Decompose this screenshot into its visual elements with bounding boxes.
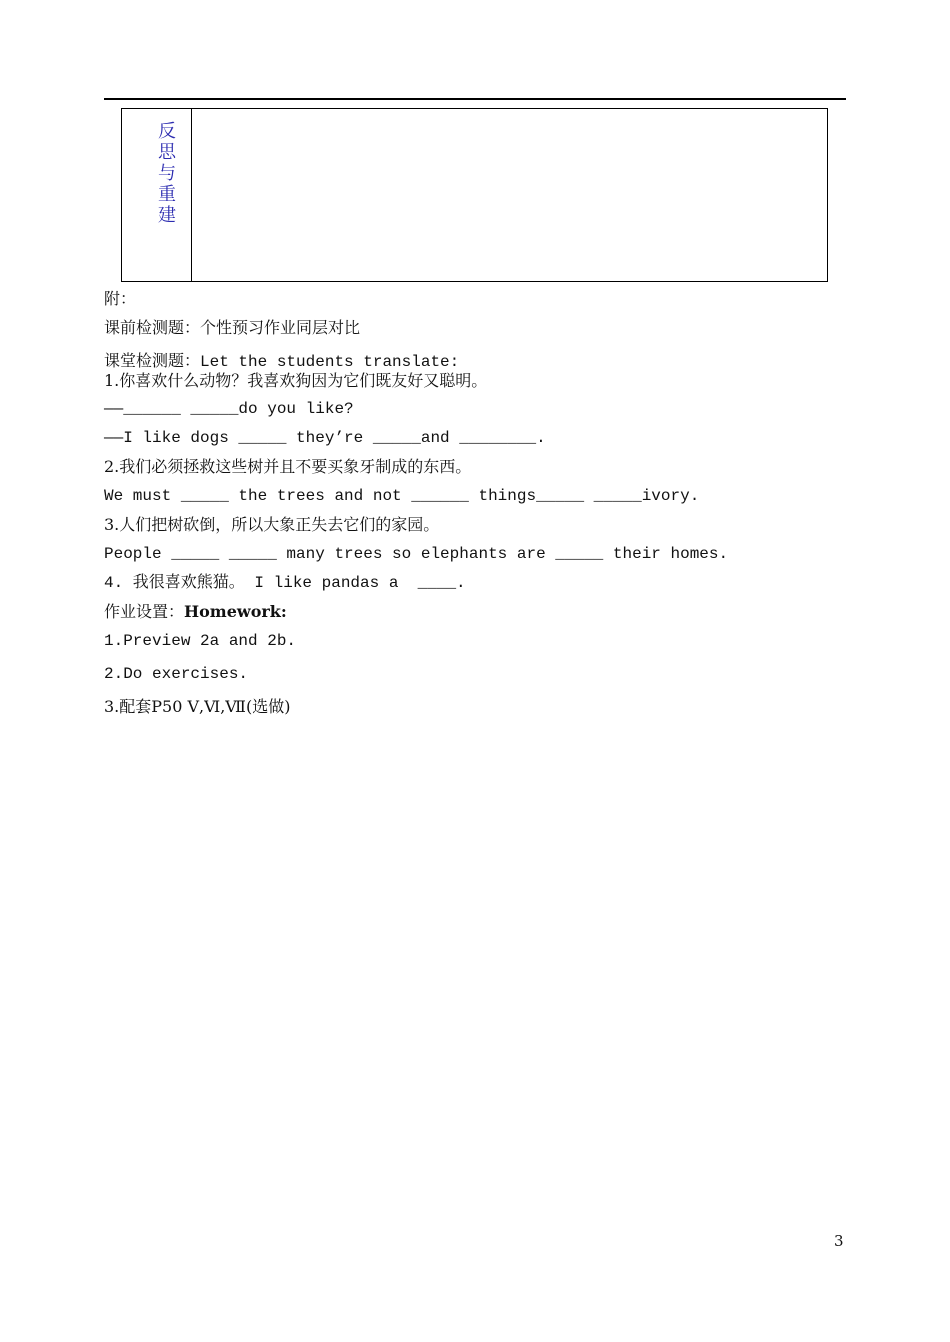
- question-3-en: People _____ _____ many trees so elephants are _____ their homes.: [104, 545, 729, 563]
- question-2-en: We must _____ the trees and not ______ things_____ _____ivory.: [104, 487, 700, 505]
- page-number: 3: [834, 1232, 844, 1250]
- reflection-char: 建: [158, 205, 176, 226]
- class-test-line: [104, 351, 459, 372]
- class-test-en: Let the students translate:: [200, 353, 460, 371]
- question-3-cn: 3.人们把树砍倒，所以大象正失去它们的家园。: [104, 515, 440, 534]
- reflection-table: [121, 108, 828, 282]
- reflection-char: 思: [158, 142, 176, 163]
- question-1-cn: 1.你喜欢什么动物？我喜欢狗因为它们既友好又聪明。: [104, 371, 488, 390]
- reflection-char: 与: [158, 163, 176, 184]
- header-rule: [104, 98, 846, 100]
- appendix-label: 附：: [104, 289, 137, 308]
- homework-item-1: 1.Preview 2a and 2b.: [104, 632, 297, 650]
- homework-cn: 作业设置：: [104, 602, 185, 621]
- homework-item-2: 2.Do exercises.: [104, 665, 249, 683]
- reflection-char: 重: [158, 184, 176, 205]
- question-2-cn: 2.我们必须拯救这些树并且不要买象牙制成的东西。: [104, 457, 472, 476]
- homework-en: Homework:: [184, 602, 287, 621]
- class-test-cn: 课堂检测题：: [104, 351, 201, 370]
- homework-heading: [104, 602, 287, 622]
- reflection-label-cell: [122, 109, 192, 281]
- reflection-char: 反: [158, 121, 176, 142]
- question-1-line-a: ——______ _____do you like?: [104, 400, 354, 418]
- pre-test-line: 课前检测题：个性预习作业同层对比: [104, 318, 361, 337]
- question-4: 4. 我很喜欢熊猫。 I like pandas a ____.: [104, 574, 466, 592]
- reflection-label: [157, 121, 177, 226]
- homework-item-3: 3.配套P50 Ⅴ,Ⅵ,Ⅶ(选做): [104, 697, 291, 716]
- question-1-line-b: ——I like dogs _____ they’re _____and ________.: [104, 429, 546, 447]
